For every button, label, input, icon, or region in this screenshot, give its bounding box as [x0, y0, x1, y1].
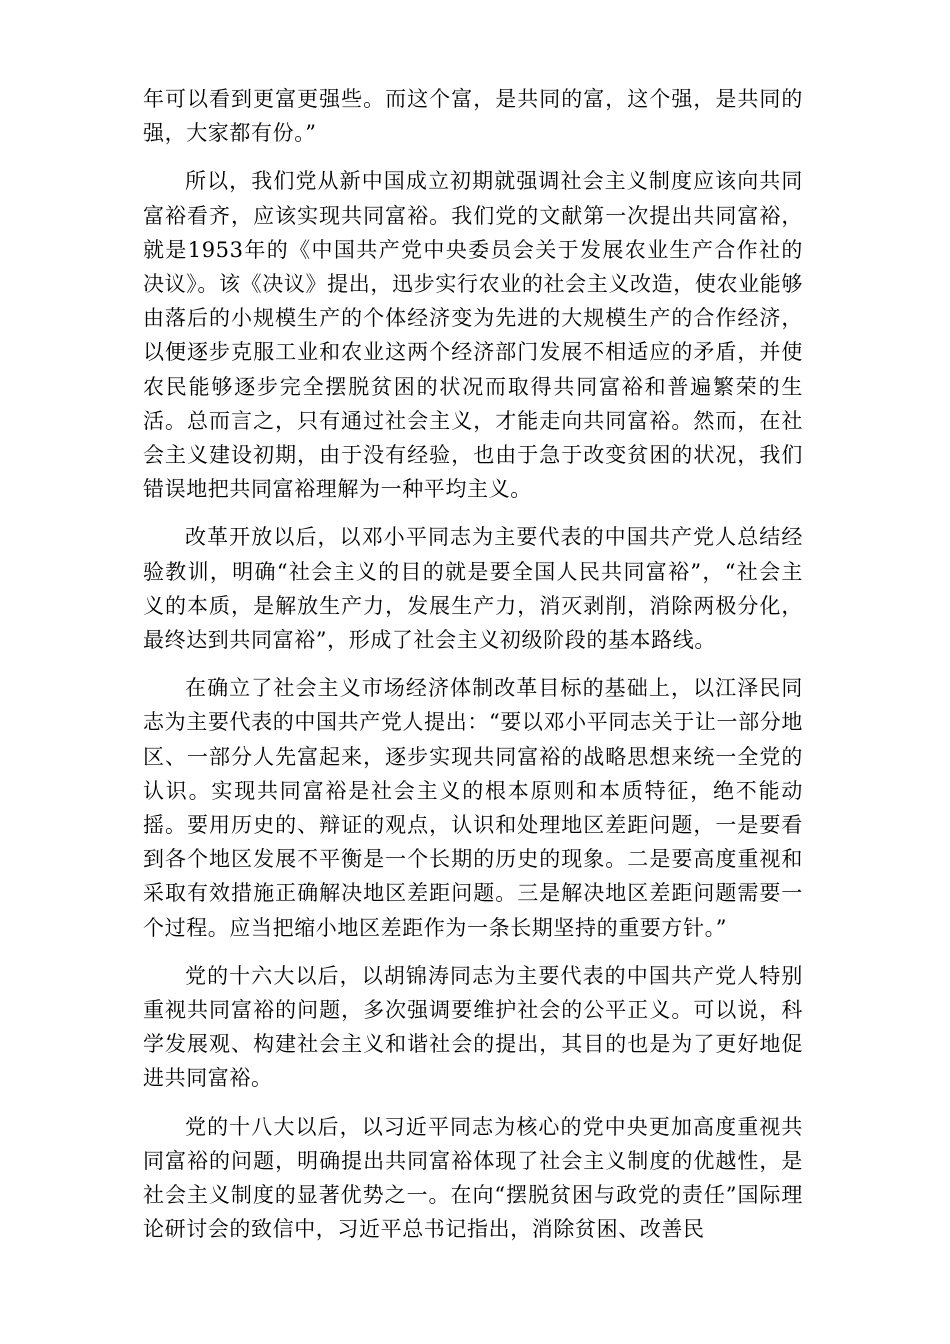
paragraph-3: 改革开放以后，以邓小平同志为主要代表的中国共产党人总结经验教训，明确“社会主义的目的就是要全国人民共同富裕”，“社会主义的本质，是解放生产力，发展生产力，消灭剥削，消除两极分化，最终达到共同富裕”，形成了社会主义初级阶段的基本路线。: [143, 525, 803, 653]
paragraph-4: 在确立了社会主义市场经济体制改革目标的基础上，以江泽民同志为主要代表的中国共产党人提出：“要以邓小平同志关于让一部分地区、一部分人先富起来，逐步实现共同富裕的战略思想来统一全党的认识。实现共同富裕是社会主义的根本原则和本质特征，绝不能动摇。要用历史的、辩证的观点，认识和处理地区差距问题，一是要看到各个地区发展不平衡是一个长期的历史的现象。二是要高度重视和采取有效措施正确解决地区差距问题。三是解决地区差距问题需要一个过程。应当把缩小地区差距作为一条长期坚持的重要方针。”: [143, 676, 803, 940]
paragraph-5: 党的十六大以后，以胡锦涛同志为主要代表的中国共产党人特别重视共同富裕的问题，多次强调要维护社会的公平正义。可以说，科学发展观、构建社会主义和谐社会的提出，其目的也是为了更好地促进共同富裕。: [143, 963, 803, 1091]
paragraph-1: 年可以看到更富更强些。而这个富，是共同的富，这个强，是共同的强，大家都有份。”: [143, 87, 803, 146]
paragraph-6: 党的十八大以后，以习近平同志为核心的党中央更加高度重视共同富裕的问题，明确提出共同富裕体现了社会主义制度的优越性，是社会主义制度的显著优势之一。在向“摆脱贫困与政党的责任”国际理论研讨会的致信中，习近平总书记指出，消除贫困、改善民: [143, 1114, 803, 1242]
document-page: [143, 82, 803, 1261]
paragraph-2: 所以，我们党从新中国成立初期就强调社会主义制度应该向共同富裕看齐，应该实现共同富裕。我们党的文献第一次提出共同富裕，就是1953年的《中国共产党中央委员会关于发展农业生产合作社的决议》。该《决议》提出，迅步实行农业的社会主义改造，使农业能够由落后的小规模生产的个体经济变为先进的大规模生产的合作经济，以便逐步克服工业和农业这两个经济部门发展不相适应的矛盾，并使农民能够逐步完全摆脱贫困的状况而取得共同富裕和普遍繁荣的生活。总而言之，只有通过社会主义，才能走向共同富裕。然而，在社会主义建设初期，由于没有经验，也由于急于改变贫困的状况，我们错误地把共同富裕理解为一种平均主义。: [143, 169, 803, 502]
